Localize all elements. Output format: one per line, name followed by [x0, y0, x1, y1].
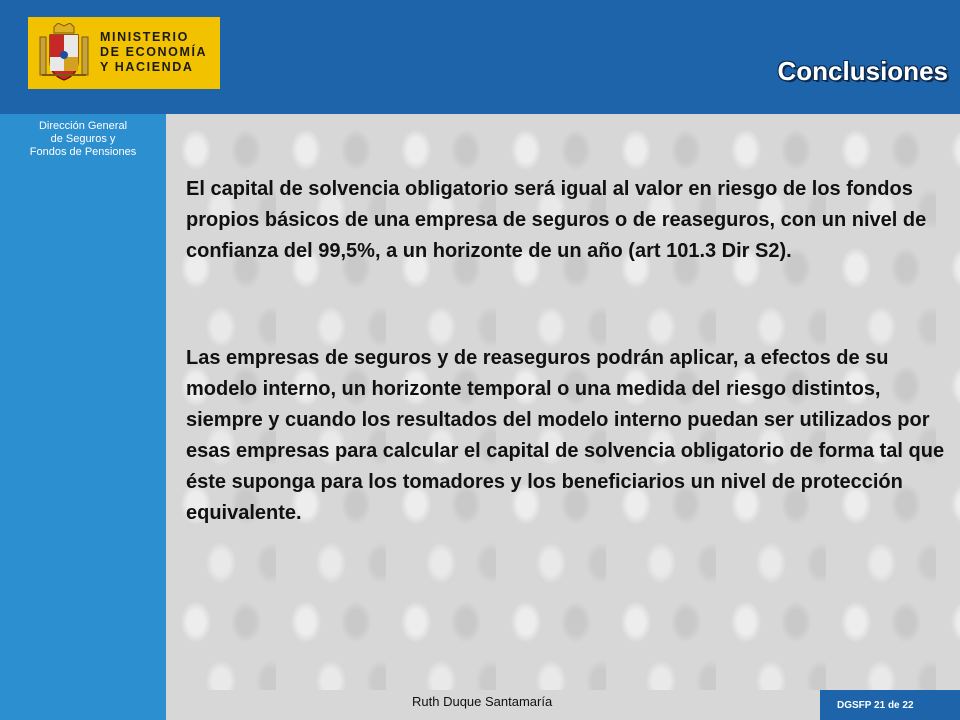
paragraph-1: El capital de solvencia obligatorio será igual al valor en riesgo de los fondos propios básicos de una empresa de seguros o de reaseguros, con un nivel de confianza del 99,5%, a un horizonte de un año (art 101.3 Dir S2).	[186, 178, 927, 262]
page-number: DGSFP 21 de 22	[837, 700, 914, 711]
org-line-3: Fondos de Pensiones	[29, 146, 137, 158]
author-name: Ruth Duque Santamaría	[412, 694, 553, 709]
logo-line-2: DE ECONOMÍA	[100, 45, 208, 59]
slide-content	[166, 114, 960, 690]
header-bar	[0, 0, 960, 114]
logo-line-3: Y HACIENDA	[100, 60, 194, 74]
org-line-1: Dirección General	[38, 120, 128, 132]
paragraph-2: Las empresas de seguros y de reaseguros podrán aplicar, a efectos de su modelo interno, un horizonte temporal o una medida del riesgo distintos, siempre y cuando los resultados del modelo interno puedan ser utilizados por esas empresas para calcular el capital de solvencia obligatorio de forma tal que éste suponga para los tomadores y los beneficiarios un nivel de protección equivalente.	[186, 347, 945, 524]
page-number-box	[820, 690, 960, 720]
organization-name	[0, 120, 166, 159]
org-line-2: de Seguros y	[50, 133, 116, 145]
coat-of-arms-icon	[38, 23, 90, 83]
sidebar	[0, 114, 166, 720]
slide-title: Conclusiones	[777, 56, 948, 86]
ministry-name	[100, 30, 207, 75]
ministry-logo	[28, 17, 220, 89]
logo-line-1: MINISTERIO	[100, 30, 189, 44]
